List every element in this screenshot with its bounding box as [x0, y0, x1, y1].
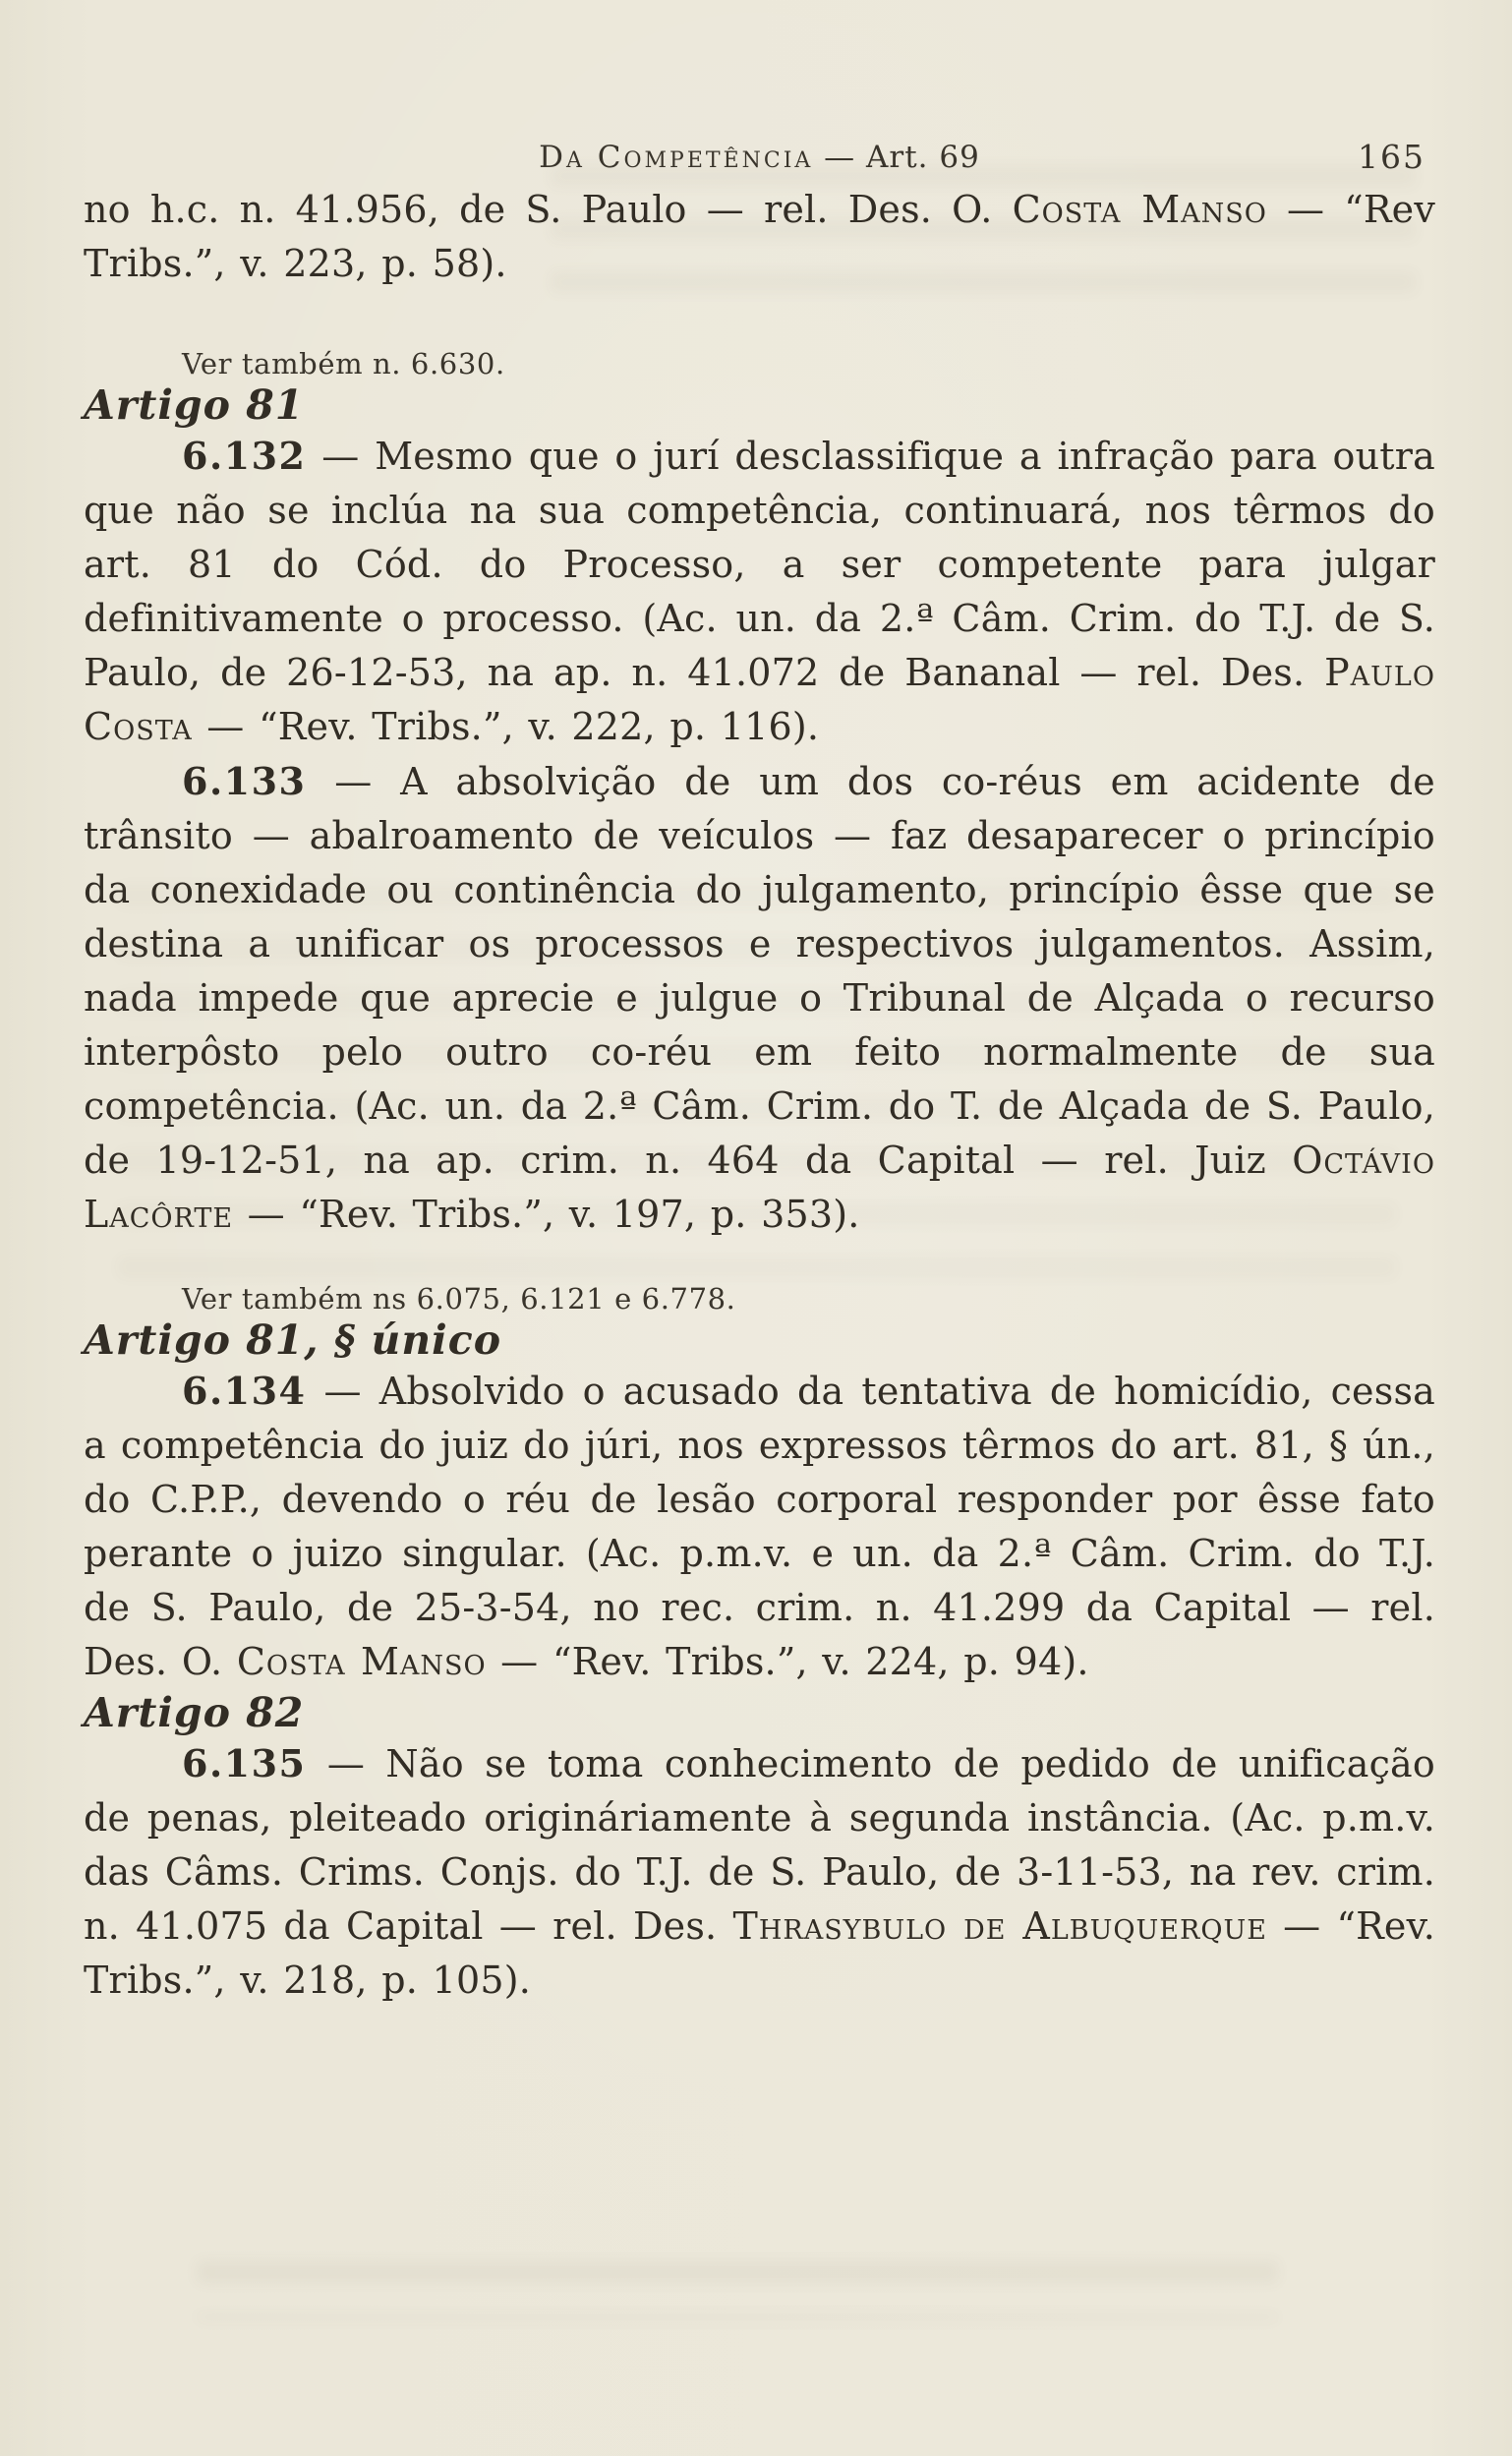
entry-text: — Absolvido o acusado da tentativa de homicídio, cessa a competência do juiz do júri, nos expressos têrmos do art. 81, § ún., do C.P.P., devendo o réu de lesão corporal responder por êsse fato perante o juizo singular. (Ac. p.m.v. e un. da 2.ª Câm. Crim. do T.J. de S. Paulo, de 25-3-54, no rec. crim. n. 41.299 da Capital — rel. Des. O.	[84, 1370, 1435, 1683]
citation-text: — “Rev Tribs.”, v. 223, p. 58).	[84, 188, 1435, 285]
paragraph-continuation	[84, 183, 1435, 291]
running-title-suffix: — Art. 69	[813, 140, 980, 175]
entry-text: — “Rev. Tribs.”, v. 224, p. 94).	[486, 1640, 1089, 1683]
entry-text: — A absolvição de um dos co-réus em acidente de trânsito — abalroamento de veículos — faz desaparecer o princípio da conexidade ou continência do julgamento, princípio êsse que se destina a unificar os processos e respectivos julgamentos. Assim, nada impede que aprecie e julgue o Tribunal de Alçada o recurso interpôsto pelo outro co-réu em feito normalmente de sua competência. (Ac. un. da 2.ª Câm. Crim. do T. de Alçada de S. Paulo, de 19-12-51, na ap. crim. n. 464 da Capital — rel. Juiz	[84, 760, 1435, 1182]
running-title	[539, 140, 980, 175]
entry-number: 6.135	[182, 1741, 307, 1785]
bleed-through-ghost	[197, 2261, 1278, 2320]
paragraph-6132	[84, 429, 1435, 754]
paragraph-6135	[84, 1736, 1435, 2008]
page-number: 165	[1358, 138, 1425, 176]
paragraph-6134	[84, 1364, 1435, 1689]
entry-text: — “Rev. Tribs.”, v. 197, p. 353).	[233, 1193, 860, 1236]
entry-text: — Não se toma conhecimento de pedido de unificação de penas, pleiteado origináriamente à segunda instância. (Ac. p.m.v. das Câms. Crims. Conjs. do T.J. de S. Paulo, de 3-11-53, na rev. crim. n. 41.075 da Capital — rel. Des.	[84, 1742, 1435, 1948]
cross-reference-note: Ver também n. 6.630.	[182, 347, 505, 380]
entry-text: — Mesmo que o jurí desclassifique a infração para outra que não se inclúa na sua competência, continuará, nos têrmos do art. 81 do Cód. do Processo, a ser competente para julgar definitivamente o processo. (Ac. un. da 2.ª Câm. Crim. do T.J. de S. Paulo, de 26-12-53, na ap. n. 41.072 de Bananal — rel. Des.	[84, 435, 1435, 694]
article-heading-81-unico: Artigo 81, § único	[84, 1316, 502, 1364]
cross-reference-note: Ver também ns 6.075, 6.121 e 6.778.	[182, 1282, 736, 1316]
judge-name: Octávio Lacôrte	[84, 1139, 1435, 1236]
entry-number: 6.132	[182, 434, 307, 478]
running-title-main: Da Competência	[539, 140, 814, 175]
judge-name: Paulo Costa	[84, 651, 1435, 748]
entry-text: — “Rev. Tribs.”, v. 222, p. 116).	[192, 705, 820, 748]
judge-name: Costa Manso	[236, 1640, 487, 1683]
entry-number: 6.134	[182, 1369, 307, 1413]
page-header	[84, 140, 1435, 183]
judge-name: Costa Manso	[1012, 188, 1267, 231]
entry-number: 6.133	[182, 759, 307, 803]
entry-text: — “Rev. Tribs.”, v. 218, p. 105).	[84, 1904, 1436, 2002]
article-heading-81: Artigo 81	[84, 381, 305, 429]
article-heading-82: Artigo 82	[84, 1689, 305, 1736]
judge-name: Thrasybulo de Albuquerque	[732, 1904, 1267, 1948]
paragraph-6133	[84, 754, 1435, 1242]
citation-text: no h.c. n. 41.956, de S. Paulo — rel. Des. O.	[84, 188, 1013, 231]
